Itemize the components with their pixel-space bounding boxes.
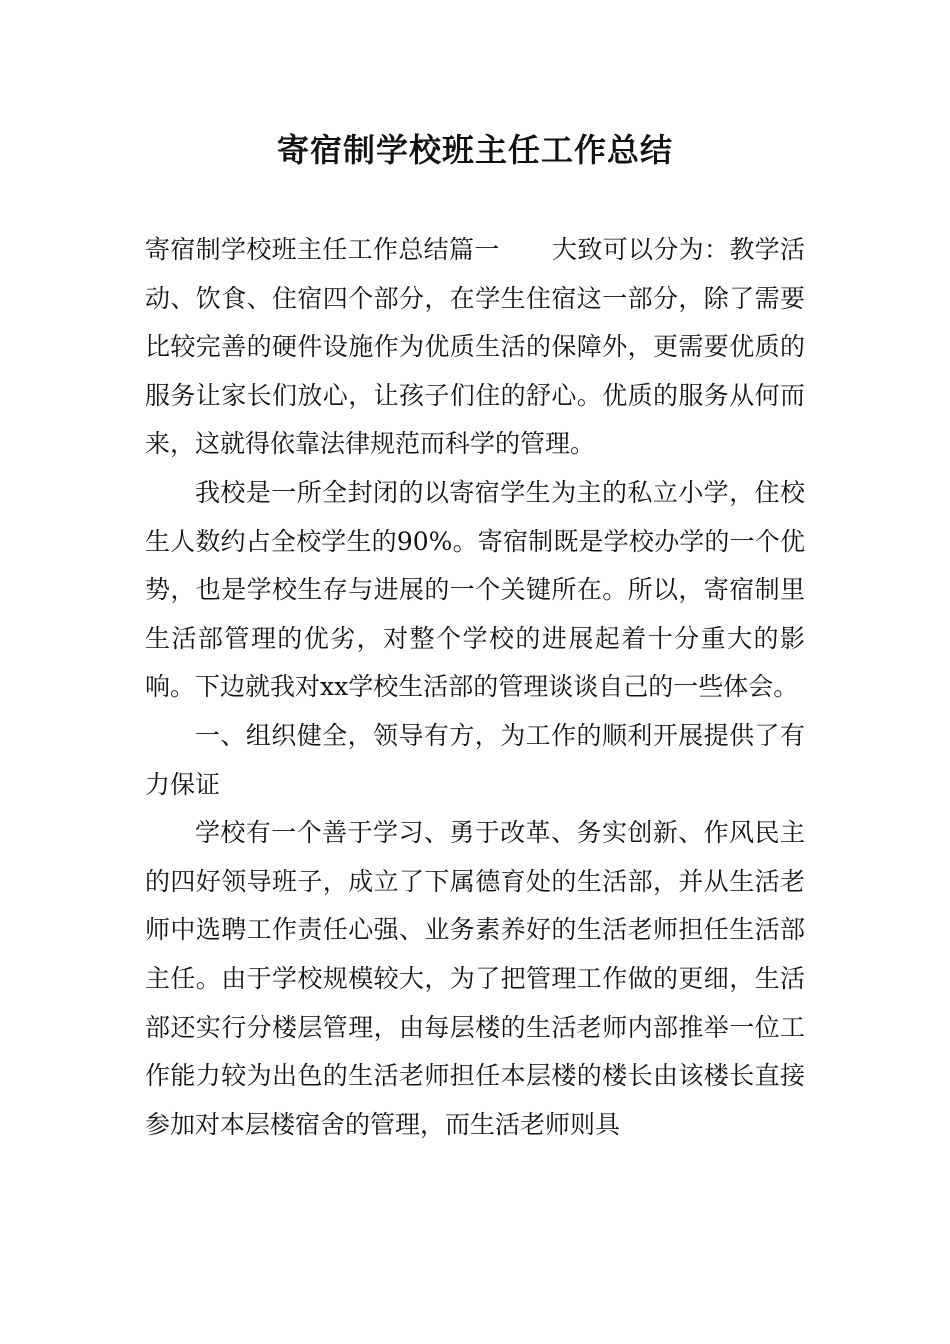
paragraph-leadership: 学校有一个善于学习、勇于改革、务实创新、作风民主的四好领导班子，成立了下属德育处的生活部，并从生活老师中选聘工作责任心强、业务素养好的生活老师担任生活部主任。由于学校规模较大，为了把管理工作做的更细，生活部还实行分楼层管理，由每层楼的生活老师内部推举一位工作能力较为出色的生活老师担任本层楼的楼长由该楼长直接参加对本层楼宿舍的管理，而生活老师则具 xyxy=(145,818,805,1139)
paragraph-intro xyxy=(145,226,805,469)
paragraph-section-one-heading: 一、组织健全，领导有方，为工作的顺利开展提供了有力保证 xyxy=(145,720,805,799)
section-heading: 寄宿制学校班主任工作总结篇一 xyxy=(145,235,500,264)
document-title: 寄宿制学校班主任工作总结 xyxy=(276,131,673,169)
document-body xyxy=(145,226,805,1149)
paragraph-school-overview: 我校是一所全封闭的以寄宿学生为主的私立小学，住校生人数约占全校学生的90%。寄宿制既是学校办学的一个优势，也是学校生存与进展的一个关键所在。所以，寄宿制里生活部管理的优劣，对整个学校的进展起着十分重大的影响。下边就我对xx学校生活部的管理谈谈自己的一些体会。 xyxy=(145,477,805,702)
paragraph-intro-text: 大致可以分为：教学活动、饮食、住宿四个部分，在学生住宿这一部分，除了需要比较完善的硬件设施作为优质生活的保障外，更需要优质的服务让家长们放心，让孩子们住的舒心。优质的服务从何而来，这就得依靠法律规范而科学的管理。 xyxy=(145,235,805,459)
